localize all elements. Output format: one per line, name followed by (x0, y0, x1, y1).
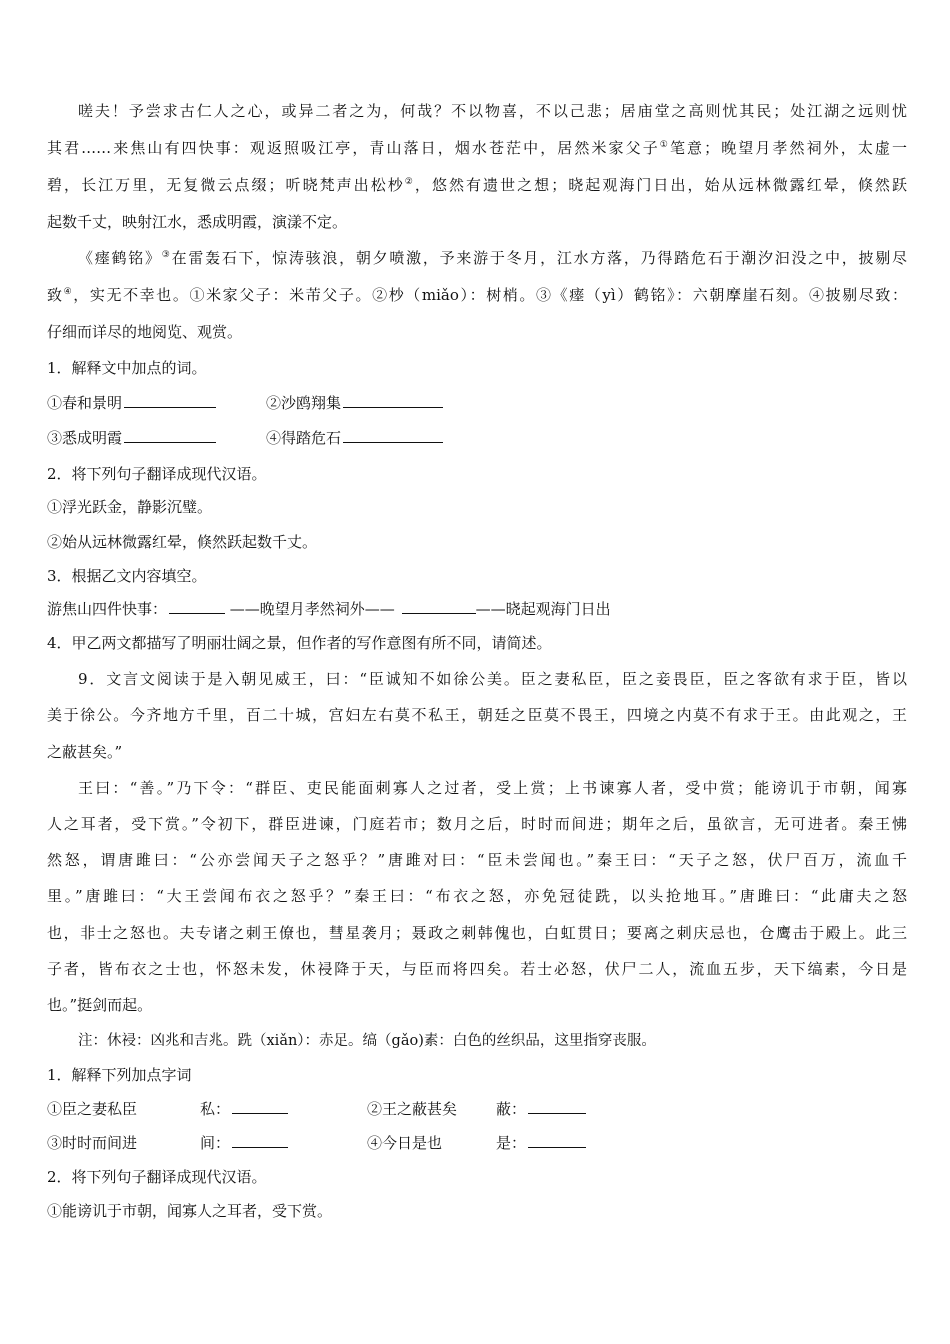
question-1-heading: 1．解释文中加点的词。 (47, 359, 207, 377)
passage-9-line-1: 9．文言文阅读于是入朝见威王，曰：“臣诚知不如徐公美。臣之妻私臣，臣之妾畏臣，臣之客欲有求于臣，皆以 (78, 670, 907, 688)
passage-9-line-8: 也，非士之怒也。夫专诸之刺王僚也，彗星袭月；聂政之刺韩傀也，白虹贯日；要离之刺庆忌也，仓鹰击于殿上。此三 (47, 924, 907, 942)
q9-item-4-phrase: ④今日是也 (367, 1134, 443, 1152)
passage-9-note: 注：休祲：凶兆和吉兆。跣（xiǎn）：赤足。缟（gǎo)素：白色的丝织品，这里指穿丧服。 (78, 1033, 656, 1049)
q9-item-3-phrase: ③时时而间进 (47, 1134, 138, 1152)
passage-9-line-7: 里。”唐雎曰：“大王尝闻布衣之怒乎？”秦王曰：“布衣之怒，亦免冠徒跣，以头抢地耳。”唐雎曰：“此庸夫之怒 (47, 887, 907, 905)
passage-b-line-3: 碧，长江万里，无复微云点缀；听晓梵声出松杪②，悠然有遗世之想；晓起观海门日出，始从远林微露红晕，倏然跃 (47, 176, 907, 194)
question-3-heading: 3．根据乙文内容填空。 (47, 567, 207, 585)
passage-9-line-3: 之蔽甚矣。” (47, 743, 123, 761)
passage-9-line-9: 子者，皆布衣之士也，怀怒未发，休祲降于天，与臣而将四矣。若士必怒，伏尸二人，流血五步，天下缟素，今日是 (47, 960, 907, 978)
passage-b-line-4: 起数千丈，映射江水，悉成明霞，演漾不定。 (47, 213, 348, 231)
answer-blank[interactable] (343, 393, 443, 408)
passage-9-line-10: 也。”挺剑而起。 (47, 996, 153, 1014)
passage-b-line-6: 致④，实无不幸也。①米家父子：米芾父子。②杪（miǎo）：树梢。③《瘗（yì）鹤铭》：六朝摩崖石刻。④披剔尽致： (47, 286, 907, 304)
answer-blank[interactable] (169, 599, 225, 614)
q2-sentence-2: ②始从远林微露红晕，倏然跃起数千丈。 (47, 533, 318, 551)
question-2-heading: 2．将下列句子翻译成现代汉语。 (47, 465, 267, 483)
passage-9-line-4: 王曰：“善。”乃下令：“群臣、吏民能面刺寡人之过者，受上赏；上书谏寡人者，受中赏；能谤讥于市朝，闻寡 (78, 779, 907, 797)
q3-fill-line: 游焦山四件快事： ——晚望月孝然祠外—— ——晓起观海门日出 (47, 600, 611, 618)
q9-item-1-phrase: ①臣之妻私臣 (47, 1100, 138, 1118)
answer-blank[interactable] (232, 1133, 288, 1148)
q9-item-2-phrase: ②王之蔽甚矣 (367, 1100, 458, 1118)
q9-item-2-answer: 蔽： (496, 1097, 586, 1121)
passage-b-line-2: 其君……来焦山有四快事：观返照吸江亭，青山落日，烟水苍茫中，居然米家父子①笔意；晚望月孝然祠外，太虚一 (47, 139, 907, 157)
answer-blank[interactable] (528, 1133, 586, 1148)
passage-9-line-5: 人之耳者，受下赏。”令初下，群臣进谏，门庭若市；数月之后，时时而间进；期年之后，虽欲言，无可进者。秦王怫 (47, 815, 907, 833)
q1-item-3: ③悉成明霞 (47, 426, 216, 450)
passage-b-line-1: 嗟夫！予尝求古仁人之心，或异二者之为，何哉？不以物喜，不以己悲；居庙堂之高则忧其民；处江湖之远则忧 (78, 102, 907, 120)
question-4-heading: 4．甲乙两文都描写了明丽壮阔之景，但作者的写作意图有所不同，请简述。 (47, 634, 552, 652)
answer-blank[interactable] (232, 1099, 288, 1114)
q9-item-3-answer: 间： (200, 1131, 288, 1155)
passage-9-line-2: 美于徐公。今齐地方千里，百二十城，宫妇左右莫不私王，朝廷之臣莫不畏王，四境之内莫不有求于王。由此观之，王 (47, 706, 907, 724)
answer-blank[interactable] (343, 428, 443, 443)
q9-item-1-answer: 私： (200, 1097, 288, 1121)
q9-item-4-answer: 是： (496, 1131, 586, 1155)
q1-item-2: ②沙鸥翔集 (266, 391, 443, 415)
q9-1-heading: 1．解释下列加点字词 (47, 1066, 192, 1084)
q1-item-1: ①春和景明 (47, 391, 216, 415)
passage-b-line-7: 仔细而详尽的地阅览、观赏。 (47, 323, 243, 341)
passage-b-line-5: 《瘗鹤铭》③在雷轰石下，惊涛骇浪，朝夕喷激，予来游于冬月，江水方落，乃得踏危石于潮汐汩没之中，披剔尽 (78, 249, 907, 267)
q1-item-4: ④得踏危石 (266, 426, 443, 450)
passage-9-line-6: 然怒，谓唐雎曰：“公亦尝闻天子之怒乎？”唐雎对曰：“臣未尝闻也。”秦王曰：“天子之怒，伏尸百万，流血千 (47, 851, 907, 869)
answer-blank[interactable] (402, 599, 476, 614)
q9-2-heading: 2．将下列句子翻译成现代汉语。 (47, 1168, 267, 1186)
answer-blank[interactable] (124, 393, 216, 408)
q2-sentence-1: ①浮光跃金，静影沉璧。 (47, 498, 213, 516)
q9-2-sentence-1: ①能谤讥于市朝，闻寡人之耳者，受下赏。 (47, 1202, 333, 1220)
answer-blank[interactable] (124, 428, 216, 443)
answer-blank[interactable] (528, 1099, 586, 1114)
